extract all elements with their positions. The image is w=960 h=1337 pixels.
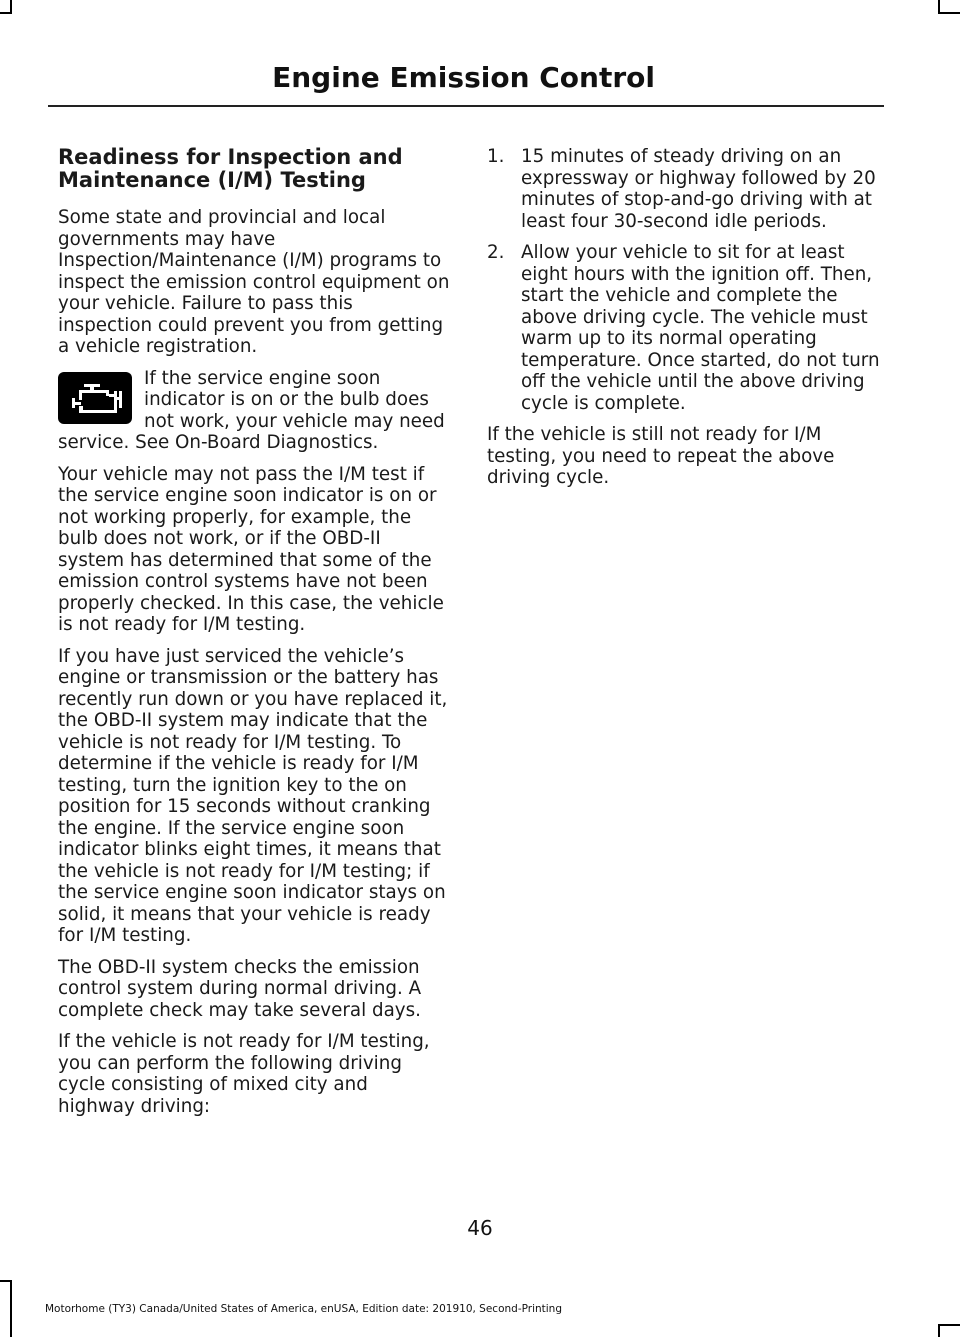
crop-mark [0, 1280, 12, 1282]
page-number: 46 [467, 1216, 493, 1240]
intro-paragraph: Some state and provincial and local governments may have Inspection/Maintenance (I/M) programs to inspect the emission control equipment on your vehicle. Failure to pass this inspection could prevent you from getting a vehicle registration. [58, 207, 450, 357]
step-text: 15 minutes of steady driving on an expressway or highway followed by 20 minutes of stop-and-go driving with at least four 30-second idle periods. [521, 146, 876, 232]
left-column [58, 146, 450, 1127]
indicator-paragraph: If the service engine soon indicator is on or the bulb does not work, your vehicle may need service. See On-Board Diagnostics. [58, 367, 445, 453]
crop-mark [10, 1280, 12, 1337]
crop-mark [938, 12, 960, 14]
driving-cycle-intro: If the vehicle is not ready for I/M testing, you can perform the following driving cycle consisting of mixed city and highway driving: [58, 1031, 430, 1117]
header-divider [48, 105, 884, 107]
right-column [487, 146, 884, 499]
footer-edition-info: Motorhome (TY3) Canada/United States of America, enUSA, Edition date: 201910, Second-Printing [45, 1303, 562, 1315]
driving-cycle-steps [487, 146, 884, 414]
test-failure-paragraph: Your vehicle may not pass the I/M test if the service engine soon indicator is on or not working properly, for example, the bulb does not work, or if the OBD-II system has determined that some of the emission control systems have not been properly checked. In this case, the vehicle is not ready for I/M testing. [58, 463, 444, 635]
crop-mark [938, 1324, 960, 1326]
repeat-cycle-paragraph: If the vehicle is still not ready for I/M testing, you need to repeat the above driving cycle. [487, 424, 835, 488]
check-engine-icon [58, 372, 132, 424]
step-number: 2. [487, 242, 505, 263]
list-item [487, 242, 884, 414]
obd-paragraph: The OBD-II system checks the emission control system during normal driving. A complete check may take several days. [58, 956, 422, 1021]
section-heading: Readiness for Inspection and Maintenance (I/M) Testing [58, 145, 403, 192]
step-number: 1. [487, 146, 505, 167]
step-text: Allow your vehicle to sit for at least eight hours with the ignition off. Then, start the vehicle and complete the above driving cycle. The vehicle must warm up to its normal operating temperature. Once started, do not turn off the vehicle until the above driving cycle is complete. [521, 242, 880, 414]
crop-mark [0, 12, 12, 14]
readiness-check-paragraph: If you have just serviced the vehicle’s engine or transmission or the battery has recently run down or you have replaced it, the OBD-II system may indicate that the vehicle is not ready for I/M testing. To determine if the vehicle is ready for I/M testing, turn the ignition key to the on position for 15 seconds without cranking the engine. If the service engine soon indicator blinks eight times, it means that the vehicle is not ready for I/M testing; if the service engine soon indicator stays on solid, it means that your vehicle is ready for I/M testing. [58, 645, 448, 946]
page-title: Engine Emission Control [272, 61, 655, 94]
list-item [487, 146, 884, 232]
